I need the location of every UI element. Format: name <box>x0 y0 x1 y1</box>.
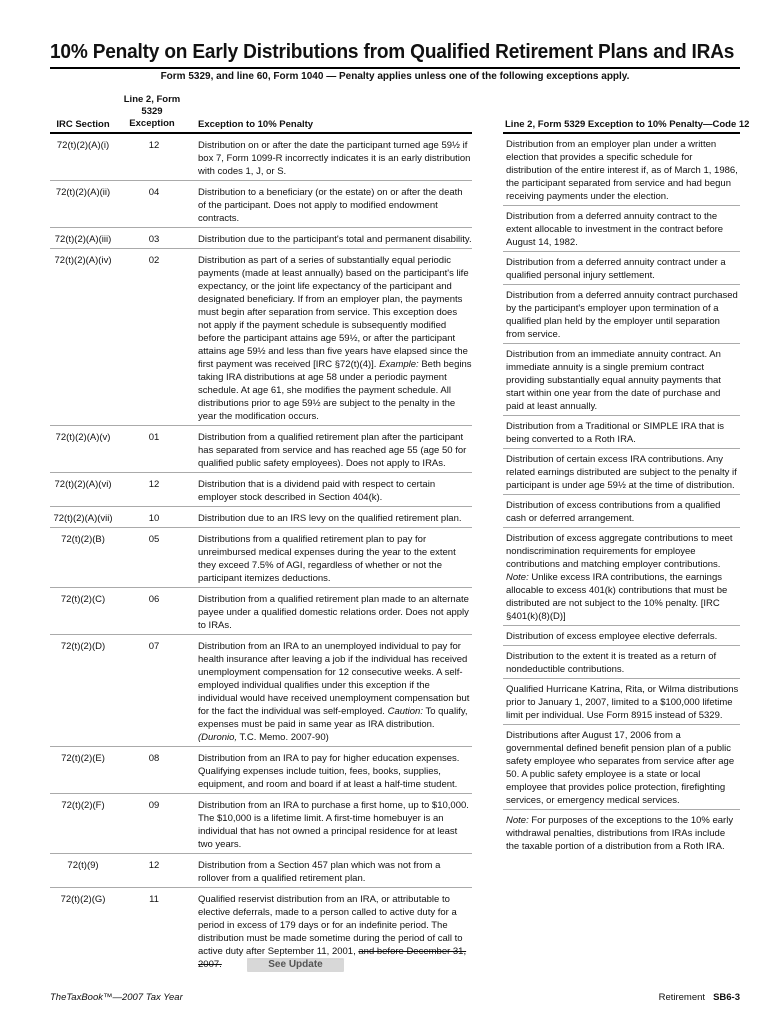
list-item: Distribution of excess aggregate contributions to meet nondiscrimination requirements for employee contributions and matching employer contributions. Note: Unlike excess IRA contributions, the earnings allocable to excess 401(k) contributions that must be distributed are not subject to the 10% penalty. [IRC §401(k)(8)(D)] <box>503 528 740 626</box>
table-row <box>50 635 472 747</box>
exception-code: 09 <box>148 800 160 811</box>
irc-section: 72(t)(2)(B) <box>61 534 105 545</box>
table-row <box>50 854 472 888</box>
exception-code: 11 <box>149 894 159 905</box>
list-item: Distribution from a deferred annuity contract purchased by the participant's employer upon termination of a qualified plan held by the employer until separation from service. <box>503 285 740 344</box>
irc-section: 72(t)(2)(A)(iii) <box>54 234 112 245</box>
irc-section: 72(t)(2)(A)(i) <box>56 140 110 151</box>
table-row <box>50 249 472 426</box>
irc-section: 72(t)(2)(A)(vii) <box>53 513 113 524</box>
table-row <box>50 181 472 228</box>
exception-code: 12 <box>148 140 160 151</box>
list-item: Note: For purposes of the exceptions to the 10% early withdrawal penalties, distributions from IRAs include the taxable portion of a distribution from a Roth IRA. <box>506 815 734 852</box>
title-rule <box>50 67 740 69</box>
code-12-header: Line 2, Form 5329 Exception to 10% Penalty—Code 12 <box>505 119 750 130</box>
page-number: SB6-3 <box>713 992 740 1003</box>
footer-section: Retirement <box>658 992 706 1003</box>
exception-description: Distribution from a qualified retirement plan made to an alternate payee under a qualified domestic relations order. Does not apply to IRAs. <box>198 594 469 631</box>
list-item: Distribution of certain excess IRA contributions. Any related earnings distributed are subject to the penalty if participant is under age 59½ at the time of distribution. <box>503 449 740 495</box>
irc-section: 72(t)(2)(C) <box>60 594 106 605</box>
exception-description: Distribution due to an IRS levy on the qualified retirement plan. <box>198 513 462 524</box>
list-item: Distributions after August 17, 2006 from a governmental defined benefit pension plan of a public safety employee who separates from service after age 50. A public safety employee is a state or local employee that provides police protection, firefighting services, or emergency medical services. <box>503 725 740 810</box>
table-row <box>50 507 472 528</box>
list-item: Distribution from a deferred annuity contract under a qualified personal injury settlement. <box>503 252 740 285</box>
list-item: Distribution to the extent it is treated as a return of nondeductible contributions. <box>503 646 740 679</box>
exception-code: 12 <box>148 860 160 871</box>
table-row <box>50 588 472 635</box>
see-update-button[interactable]: See Update <box>247 958 344 972</box>
list-item: Distribution of excess contributions from a qualified cash or deferred arrangement. <box>503 495 740 528</box>
list-item: Qualified Hurricane Katrina, Rita, or Wilma distributions prior to January 1, 2007, limited to a $100,000 lifetime limit per individual. Use Form 8915 instead of 5329. <box>503 679 740 725</box>
irc-section: 72(t)(2)(F) <box>61 800 105 811</box>
exception-code: 10 <box>148 513 160 524</box>
exception-description: Distribution from a Section 457 plan which was not from a rollover from a qualified retirement plan. <box>198 860 441 884</box>
exception-description: Distribution that is a dividend paid with respect to certain employer stock described in Section 404(k). <box>198 479 436 503</box>
exception-description: Distribution from a qualified retirement plan after the participant has separated from service and has reached age 55 (age 50 for qualified public safety employees). Does not apply to IRAs. <box>198 432 467 469</box>
list-item: Distribution from an employer plan under a written election that provides a specific schedule for distribution of the entire interest if, as of March 1, 1986, the participant separated from service and had begun receiving payments under the election. <box>503 134 740 206</box>
list-item: Distribution from a Traditional or SIMPLE IRA that is being converted to a Roth IRA. <box>503 416 740 449</box>
exception-code: 07 <box>148 641 160 652</box>
irc-section: 72(t)(9) <box>67 860 99 871</box>
table-row <box>50 228 472 249</box>
code-12-exceptions-table <box>503 102 750 855</box>
exception-description: Distribution from an IRA to purchase a first home, up to $10,000. The $10,000 is a lifetime limit. A first-time homebuyer is an individual that has not owned a principal residence for at least two years. <box>198 800 469 850</box>
exception-description: Distribution on or after the date the participant turned age 59½ if box 7, Form 1099-R incorrectly indicates it is an early distribution with codes 1, J, or S. <box>198 140 471 177</box>
exception-description: Distribution as part of a series of substantially equal periodic payments (made at least annually) based on the participant's life expectancy, or the joint life expectancy of the participant and designated beneficiary. If from an employer plan, the payments must begin after separation from service. This exception does not apply if the payment schedule is subsequently modified before the participant attains age 59½, or after the participant attains age 59½ and less than five years have elapsed since the first payment was received [IRC §72(t)(4)]. Example: Beth begins taking IRA distributions at age 58 under a periodic payment schedule. At age 61, she modifies the payment schedule. All distributions prior to age 59½ are subject to the penalty in the year the modification occurs. <box>198 255 472 422</box>
irc-section: 72(t)(2)(E) <box>61 753 105 764</box>
irc-section-header: IRC Section <box>56 119 110 130</box>
exception-description: Distribution to a beneficiary (or the estate) on or after the death of the participant. Does not apply to modified endowment contracts. <box>198 187 463 224</box>
exception-code: 12 <box>148 479 160 490</box>
exception-code: 08 <box>148 753 160 764</box>
irc-section: 72(t)(2)(A)(v) <box>55 432 111 443</box>
exception-description: Distributions from a qualified retirement plan to pay for unreimbursed medical expenses during the year to the extent they exceed 7.5% of AGI, regardless of whether or not the participant itemizes deductions. <box>198 534 456 584</box>
list-item: Distribution of excess employee elective deferrals. <box>503 626 740 646</box>
page-subtitle: Form 5329, and line 60, Form 1040 — Penalty applies unless one of the following exceptions apply. <box>160 71 630 82</box>
exceptions-table <box>50 94 472 973</box>
irc-section: 72(t)(2)(A)(vi) <box>54 479 112 490</box>
irc-section: 72(t)(2)(A)(ii) <box>55 187 111 198</box>
exception-code: 02 <box>148 255 160 266</box>
exception-code: 05 <box>148 534 160 545</box>
exceptions-table-header <box>50 94 472 132</box>
list-item: Distribution from a deferred annuity contract to the extent allocable to investment in the contract before August 14, 1982. <box>503 206 740 252</box>
exception-code: 06 <box>148 594 160 605</box>
exception-description: Distribution due to the participant's total and permanent disability. <box>198 234 472 245</box>
table-row <box>50 528 472 588</box>
table-row <box>50 747 472 794</box>
list-item: Distribution from an immediate annuity contract. An immediate annuity is a single premium contract providing substantially equal annuity payments that start within one year from the date of purchase and paid at least annually. <box>503 344 740 416</box>
exception-description: Qualified reservist distribution from an IRA, or attributable to elective deferrals, made to a person called to active duty for a period in excess of 179 days or for an indefinite period. The distribution must be made sometime during the period of call to active duty after September 11, 2001, and before December 31, 2007. <box>198 894 467 970</box>
exception-code: 04 <box>148 187 160 198</box>
struck-text: and before December 31, 2007. <box>198 946 467 970</box>
table-row <box>50 134 472 181</box>
exception-description: Distribution from an IRA to an unemployed individual to pay for health insurance after leaving a job if the individual has received unemployment compensation for 12 consecutive weeks. A self-employed individual qualifies under this exception if the individual would have received unemployment compensation but for the fact the individual was self-employed. Caution: To qualify, expenses must be paid in same year as IRA distribution. (Duronio, T.C. Memo. 2007-90) <box>198 641 470 743</box>
exception-header: Exception to 10% Penalty <box>198 119 314 130</box>
page-title: 10% Penalty on Early Distributions from Qualified Retirement Plans and IRAs <box>50 40 735 63</box>
irc-section: 72(t)(2)(D) <box>60 641 106 652</box>
irc-section: 72(t)(2)(G) <box>60 894 106 905</box>
table-row <box>50 794 472 854</box>
exception-description: Distribution from an IRA to pay for higher education expenses. Qualifying expenses include tuition, fees, books, supplies, equipment, and room and board if at least a half-time student. <box>198 753 460 790</box>
footer-publication: TheTaxBook™—2007 Tax Year <box>50 992 183 1003</box>
table-row <box>50 473 472 507</box>
irc-section: 72(t)(2)(A)(iv) <box>54 255 112 266</box>
form-5329-exception-header: Line 2, Form 5329 Exception <box>123 94 181 129</box>
table-row <box>50 426 472 473</box>
exception-code: 01 <box>148 432 160 443</box>
exception-code: 03 <box>148 234 160 245</box>
footer-page <box>659 992 740 1003</box>
